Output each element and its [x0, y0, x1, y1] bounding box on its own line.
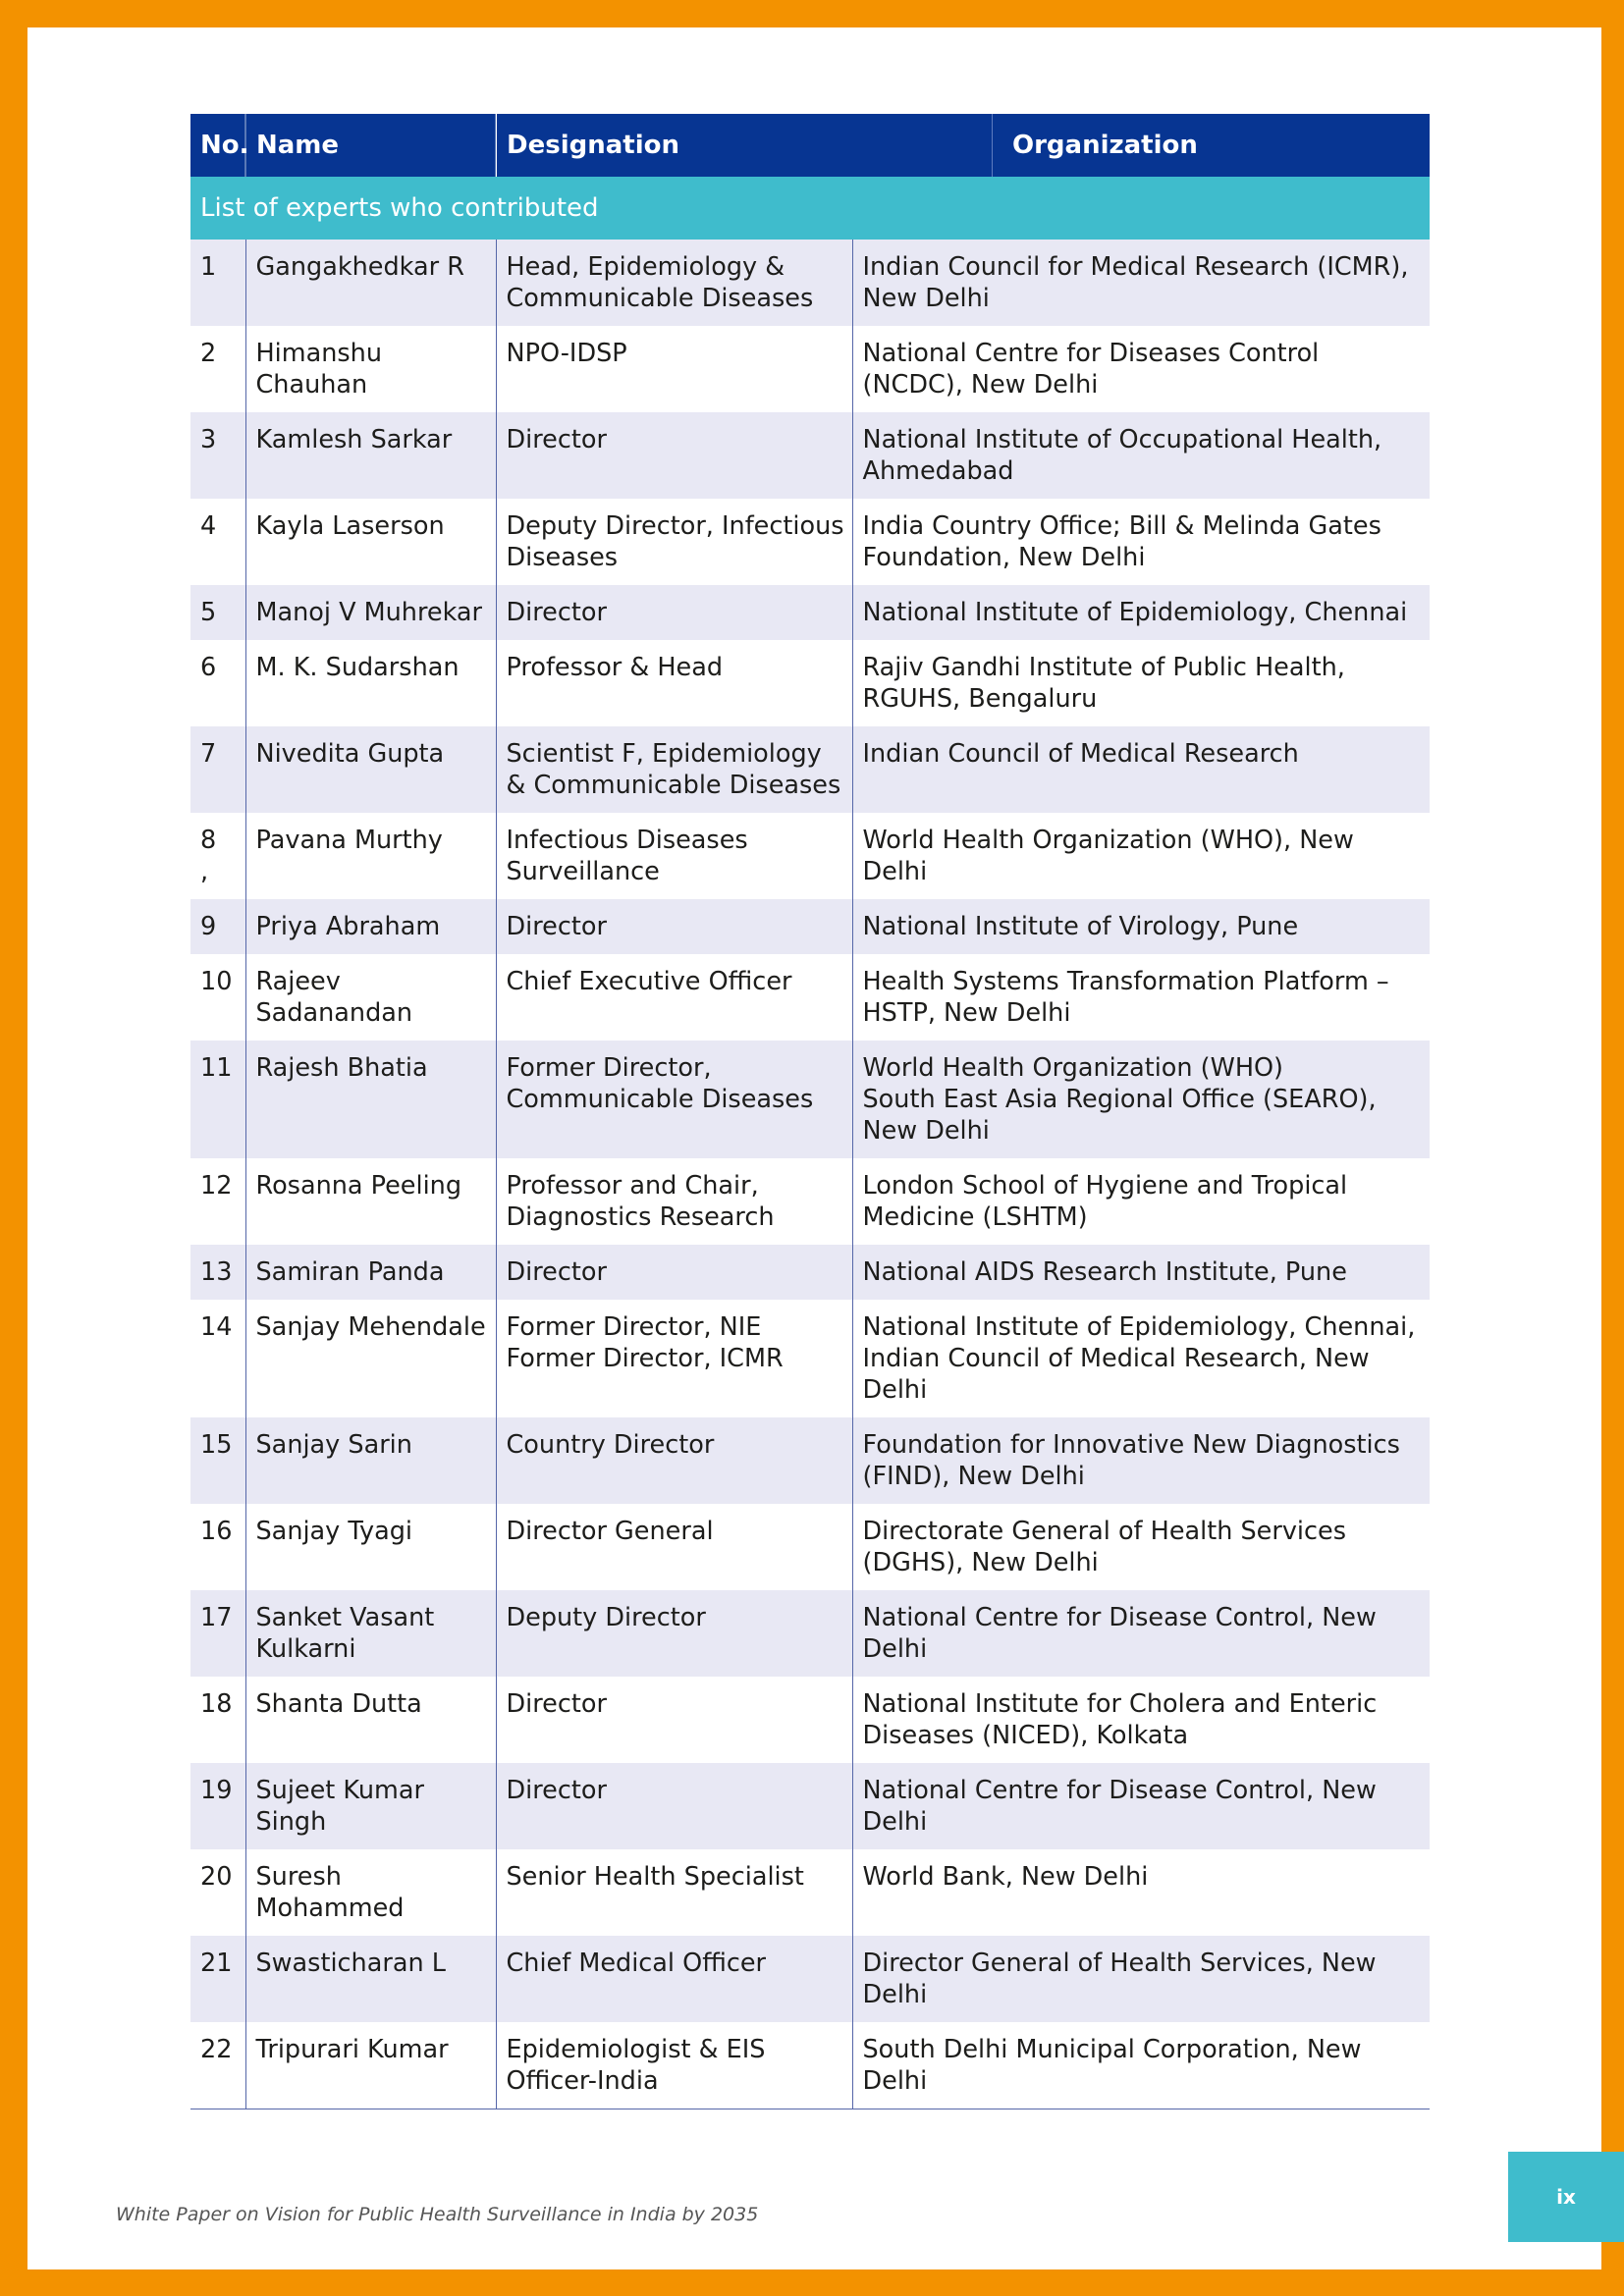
- cell-designation: Director: [496, 1245, 852, 1300]
- table-row: [190, 1590, 1430, 1677]
- cell-name: Sujeet Kumar Singh: [245, 1763, 496, 1849]
- cell-designation: NPO-IDSP: [496, 326, 852, 412]
- table-row: [190, 1300, 1430, 1417]
- cell-designation: Director: [496, 1677, 852, 1763]
- cell-name: Rajesh Bhatia: [245, 1041, 496, 1158]
- page-number: ix: [1508, 2152, 1624, 2242]
- page: [27, 27, 1601, 2269]
- table-row: [190, 240, 1430, 326]
- header-no: No.: [190, 114, 245, 177]
- cell-designation: Chief Executive Officer: [496, 954, 852, 1041]
- cell-organization: Foundation for Innovative New Diagnostics (FIND), New Delhi: [852, 1417, 1430, 1504]
- cell-organization: Health Systems Transformation Platform – HSTP, New Delhi: [852, 954, 1430, 1041]
- cell-no: 9: [190, 899, 245, 954]
- cell-name: Himanshu Chauhan: [245, 326, 496, 412]
- cell-no: 16: [190, 1504, 245, 1590]
- table-row: [190, 726, 1430, 813]
- cell-no: 18: [190, 1677, 245, 1763]
- cell-no: 10: [190, 954, 245, 1041]
- cell-organization: London School of Hygiene and Tropical Medicine (LSHTM): [852, 1158, 1430, 1245]
- cell-organization: Director General of Health Services, New Delhi: [852, 1936, 1430, 2022]
- cell-no: 5: [190, 585, 245, 640]
- table-row: [190, 1041, 1430, 1158]
- header-designation: Designation: [507, 131, 679, 160]
- cell-name: Sanjay Tyagi: [245, 1504, 496, 1590]
- experts-table-container: [190, 114, 1430, 2109]
- table-row: [190, 326, 1430, 412]
- table-row: [190, 1677, 1430, 1763]
- table-header: [190, 114, 1430, 177]
- cell-organization: National Centre for Diseases Control (NCDC), New Delhi: [852, 326, 1430, 412]
- cell-designation: Professor & Head: [496, 640, 852, 726]
- cell-organization: National Centre for Disease Control, New Delhi: [852, 1763, 1430, 1849]
- table-row: [190, 585, 1430, 640]
- table-row: [190, 899, 1430, 954]
- cell-no: 19: [190, 1763, 245, 1849]
- table-row: [190, 1504, 1430, 1590]
- cell-designation: Former Director, Communicable Diseases: [496, 1041, 852, 1158]
- cell-designation: Chief Medical Officer: [496, 1936, 852, 2022]
- cell-no: 15: [190, 1417, 245, 1504]
- cell-name: Manoj V Muhrekar: [245, 585, 496, 640]
- experts-table: [190, 114, 1430, 2109]
- table-row: [190, 1936, 1430, 2022]
- header-organization: Organization: [1012, 131, 1198, 160]
- cell-no: 7: [190, 726, 245, 813]
- cell-name: Sanjay Mehendale: [245, 1300, 496, 1417]
- cell-no: 6: [190, 640, 245, 726]
- cell-no: 22: [190, 2022, 245, 2109]
- cell-no: 4: [190, 499, 245, 585]
- cell-no: 3: [190, 412, 245, 499]
- cell-name: Shanta Dutta: [245, 1677, 496, 1763]
- cell-designation: Director General: [496, 1504, 852, 1590]
- cell-organization: National Centre for Disease Control, New Delhi: [852, 1590, 1430, 1677]
- cell-designation: Professor and Chair, Diagnostics Research: [496, 1158, 852, 1245]
- cell-designation: Senior Health Specialist: [496, 1849, 852, 1936]
- cell-organization: National Institute of Occupational Health, Ahmedabad: [852, 412, 1430, 499]
- header-name: Name: [245, 114, 496, 177]
- table-row: [190, 954, 1430, 1041]
- cell-designation: Deputy Director, Infectious Diseases: [496, 499, 852, 585]
- table-row: [190, 813, 1430, 899]
- cell-name: Gangakhedkar R: [245, 240, 496, 326]
- cell-organization: National Institute of Epidemiology, Chennai, Indian Council of Medical Research, New Delhi: [852, 1300, 1430, 1417]
- cell-designation: Director: [496, 412, 852, 499]
- cell-designation: Deputy Director: [496, 1590, 852, 1677]
- cell-name: Rosanna Peeling: [245, 1158, 496, 1245]
- cell-organization: Indian Council for Medical Research (ICMR), New Delhi: [852, 240, 1430, 326]
- cell-name: M. K. Sudarshan: [245, 640, 496, 726]
- cell-name: Kayla Laserson: [245, 499, 496, 585]
- cell-name: Nivedita Gupta: [245, 726, 496, 813]
- cell-no: 12: [190, 1158, 245, 1245]
- cell-organization: Indian Council of Medical Research: [852, 726, 1430, 813]
- cell-organization: National Institute for Cholera and Enteric Diseases (NICED), Kolkata: [852, 1677, 1430, 1763]
- cell-no: 2: [190, 326, 245, 412]
- table-row: [190, 1763, 1430, 1849]
- cell-no: 21: [190, 1936, 245, 2022]
- cell-no: 17: [190, 1590, 245, 1677]
- cell-organization: World Health Organization (WHO), New Delhi: [852, 813, 1430, 899]
- table-row: [190, 1158, 1430, 1245]
- cell-no: 13: [190, 1245, 245, 1300]
- cell-designation: Director: [496, 1763, 852, 1849]
- cell-designation: Head, Epidemiology & Communicable Diseases: [496, 240, 852, 326]
- header-divider: [992, 114, 993, 177]
- cell-no: 14: [190, 1300, 245, 1417]
- cell-name: Sanket Vasant Kulkarni: [245, 1590, 496, 1677]
- header-designation-organization: [496, 114, 1430, 177]
- section-title: List of experts who contributed: [190, 177, 1430, 240]
- cell-no: 1: [190, 240, 245, 326]
- cell-name: Sanjay Sarin: [245, 1417, 496, 1504]
- cell-designation: Former Director, NIE Former Director, ICMR: [496, 1300, 852, 1417]
- cell-designation: Director: [496, 899, 852, 954]
- cell-designation: Country Director: [496, 1417, 852, 1504]
- cell-name: Priya Abraham: [245, 899, 496, 954]
- cell-name: Rajeev Sadanandan: [245, 954, 496, 1041]
- cell-designation: Infectious Diseases Surveillance: [496, 813, 852, 899]
- table-row: [190, 2022, 1430, 2109]
- cell-organization: National Institute of Virology, Pune: [852, 899, 1430, 954]
- cell-organization: National Institute of Epidemiology, Chennai: [852, 585, 1430, 640]
- cell-no: 8 ,: [190, 813, 245, 899]
- cell-name: Suresh Mohammed: [245, 1849, 496, 1936]
- cell-organization: Directorate General of Health Services (DGHS), New Delhi: [852, 1504, 1430, 1590]
- cell-no: 11: [190, 1041, 245, 1158]
- cell-name: Tripurari Kumar: [245, 2022, 496, 2109]
- cell-organization: South Delhi Municipal Corporation, New Delhi: [852, 2022, 1430, 2109]
- table-row: [190, 499, 1430, 585]
- table-row: [190, 1245, 1430, 1300]
- cell-designation: Epidemiologist & EIS Officer-India: [496, 2022, 852, 2109]
- cell-designation: Director: [496, 585, 852, 640]
- footer-title: White Paper on Vision for Public Health Surveillance in India by 2035: [116, 2204, 759, 2225]
- table-row: [190, 1849, 1430, 1936]
- cell-name: Samiran Panda: [245, 1245, 496, 1300]
- cell-name: Swasticharan L: [245, 1936, 496, 2022]
- cell-name: Kamlesh Sarkar: [245, 412, 496, 499]
- table-row: [190, 640, 1430, 726]
- cell-designation: Scientist F, Epidemiology & Communicable Diseases: [496, 726, 852, 813]
- table-row: [190, 1417, 1430, 1504]
- cell-organization: World Health Organization (WHO) South East Asia Regional Office (SEARO), New Delhi: [852, 1041, 1430, 1158]
- table-row: [190, 412, 1430, 499]
- cell-organization: World Bank, New Delhi: [852, 1849, 1430, 1936]
- cell-organization: National AIDS Research Institute, Pune: [852, 1245, 1430, 1300]
- table-body: [190, 240, 1430, 2109]
- cell-organization: India Country Office; Bill & Melinda Gates Foundation, New Delhi: [852, 499, 1430, 585]
- cell-no: 20: [190, 1849, 245, 1936]
- cell-name: Pavana Murthy: [245, 813, 496, 899]
- cell-organization: Rajiv Gandhi Institute of Public Health, RGUHS, Bengaluru: [852, 640, 1430, 726]
